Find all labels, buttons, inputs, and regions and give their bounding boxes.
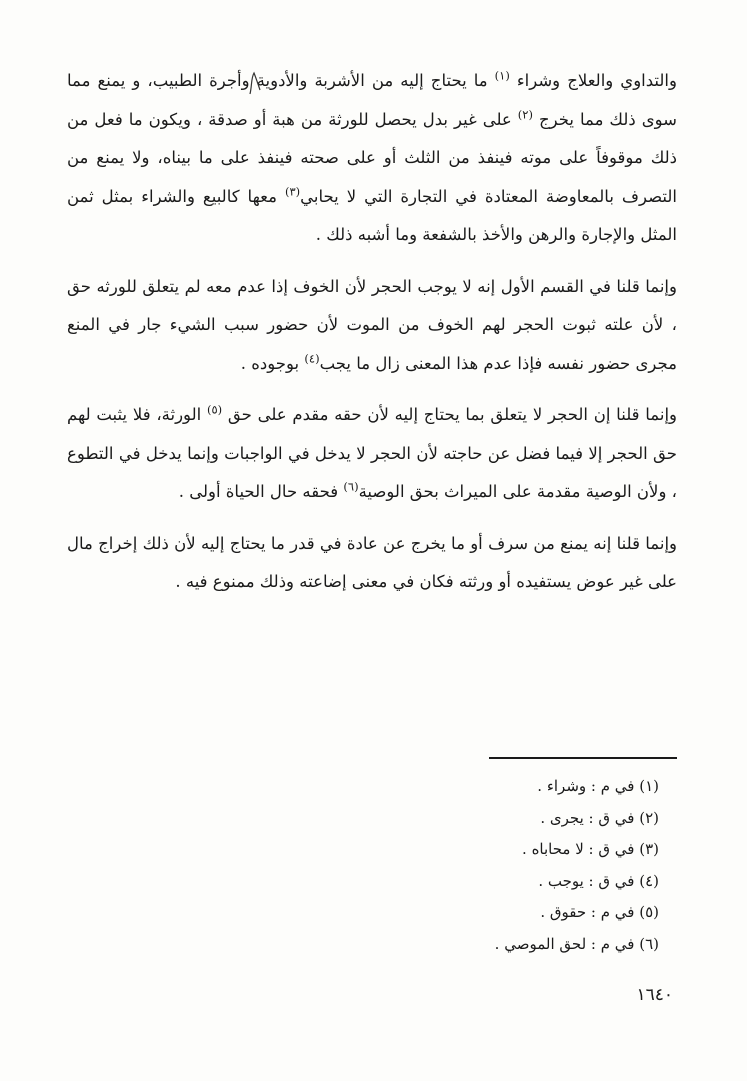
footnote-item: (٤) في ق : يوجب .: [538, 871, 659, 890]
text-segment: معها كالبيع والشراء بمثل ثمن المثل والإجارة والرهن والأخذ بالشفعة وما أشبه ذلك .: [67, 186, 677, 244]
footnote-item: (٦) في م : لحق الموصي .: [494, 934, 659, 953]
footnote-reference[interactable]: (٣): [284, 184, 301, 198]
footnote-item: (١) في م : وشراء .: [537, 777, 659, 795]
text-segment: وإنما قلنا إنه يمنع من سرف أو ما يخرج عن عادة في قدر ما يحتاج إليه لأن ذلك إخراج مال على غير عوض يستفيده أو ورثته فكان في معنى إضاعته وذلك ممنوع فيه .: [67, 533, 677, 591]
paragraph: [67, 396, 677, 512]
page-number: ١٦٤٠: [636, 985, 673, 1005]
footnote-separator: [489, 757, 677, 759]
text-segment: الورثة، فلا يثبت لهم حق الحجر إلا فيما فضل عن حاجته لأن الحجر لا يدخل في الواجبات وإنما يدخل في التطوع ، ولأن الوصية مقدمة على الميراث بحق الوصية: [67, 405, 677, 501]
footnote-reference[interactable]: (٥): [206, 402, 223, 417]
text-segment: على غير بدل يحصل للورثة من هبة أو صدقة ، ويكون ما فعل من ذلك موقوفاً على موته فينفذ من الثلث أو على صحته فينفذ على ما بيناه، ولا يمنع من التصرف بالمعاوضة المعتادة في التجارة التي لا يحابي: [67, 109, 677, 206]
main-text: [67, 62, 677, 615]
footnote-item: (٣) في ق : لا محاباه .: [522, 840, 659, 858]
footnote-item: (٥) في م : حقوق .: [540, 903, 659, 921]
paragraph: [67, 525, 677, 602]
handwritten-mark-icon: [246, 70, 264, 96]
text-segment: والتداوي والعلاج وشراء: [509, 71, 677, 90]
footnote-reference[interactable]: (٤): [304, 351, 320, 365]
footnotes-list: [239, 771, 659, 960]
text-segment: وإنما قلنا في القسم الأول إنه لا يوجب الحجر لأن الخوف إذا عدم معه لم يتعلق للورثه حق ، لأن علته ثبوت الحجر لهم الخوف من الموت لأن حضور سبب الشيء جار في المنع مجرى حضور نفسه فإذا عدم هذا المعنى زال ما يجب: [67, 276, 677, 373]
footnote-reference[interactable]: (١): [494, 68, 510, 83]
footnote-reference[interactable]: (٢): [517, 107, 533, 121]
text-segment: وإنما قلنا إن الحجر لا يتعلق بما يحتاج إليه لأن حقه مقدم على حق: [222, 405, 677, 424]
footnote-item: (٢) في ق : يجرى .: [540, 808, 659, 827]
paragraph: [67, 62, 677, 255]
footnote-reference[interactable]: (٦): [343, 479, 359, 494]
text-segment: بوجوده .: [240, 353, 305, 373]
paragraph: [67, 268, 677, 384]
text-segment: فحقه حال الحياة أولى .: [178, 482, 344, 501]
text-segment: ما يحتاج إليه من الأشربة والأدوية وأجرة الطبيب، و يمنع مما سوى ذلك مما يخرج: [67, 71, 677, 129]
